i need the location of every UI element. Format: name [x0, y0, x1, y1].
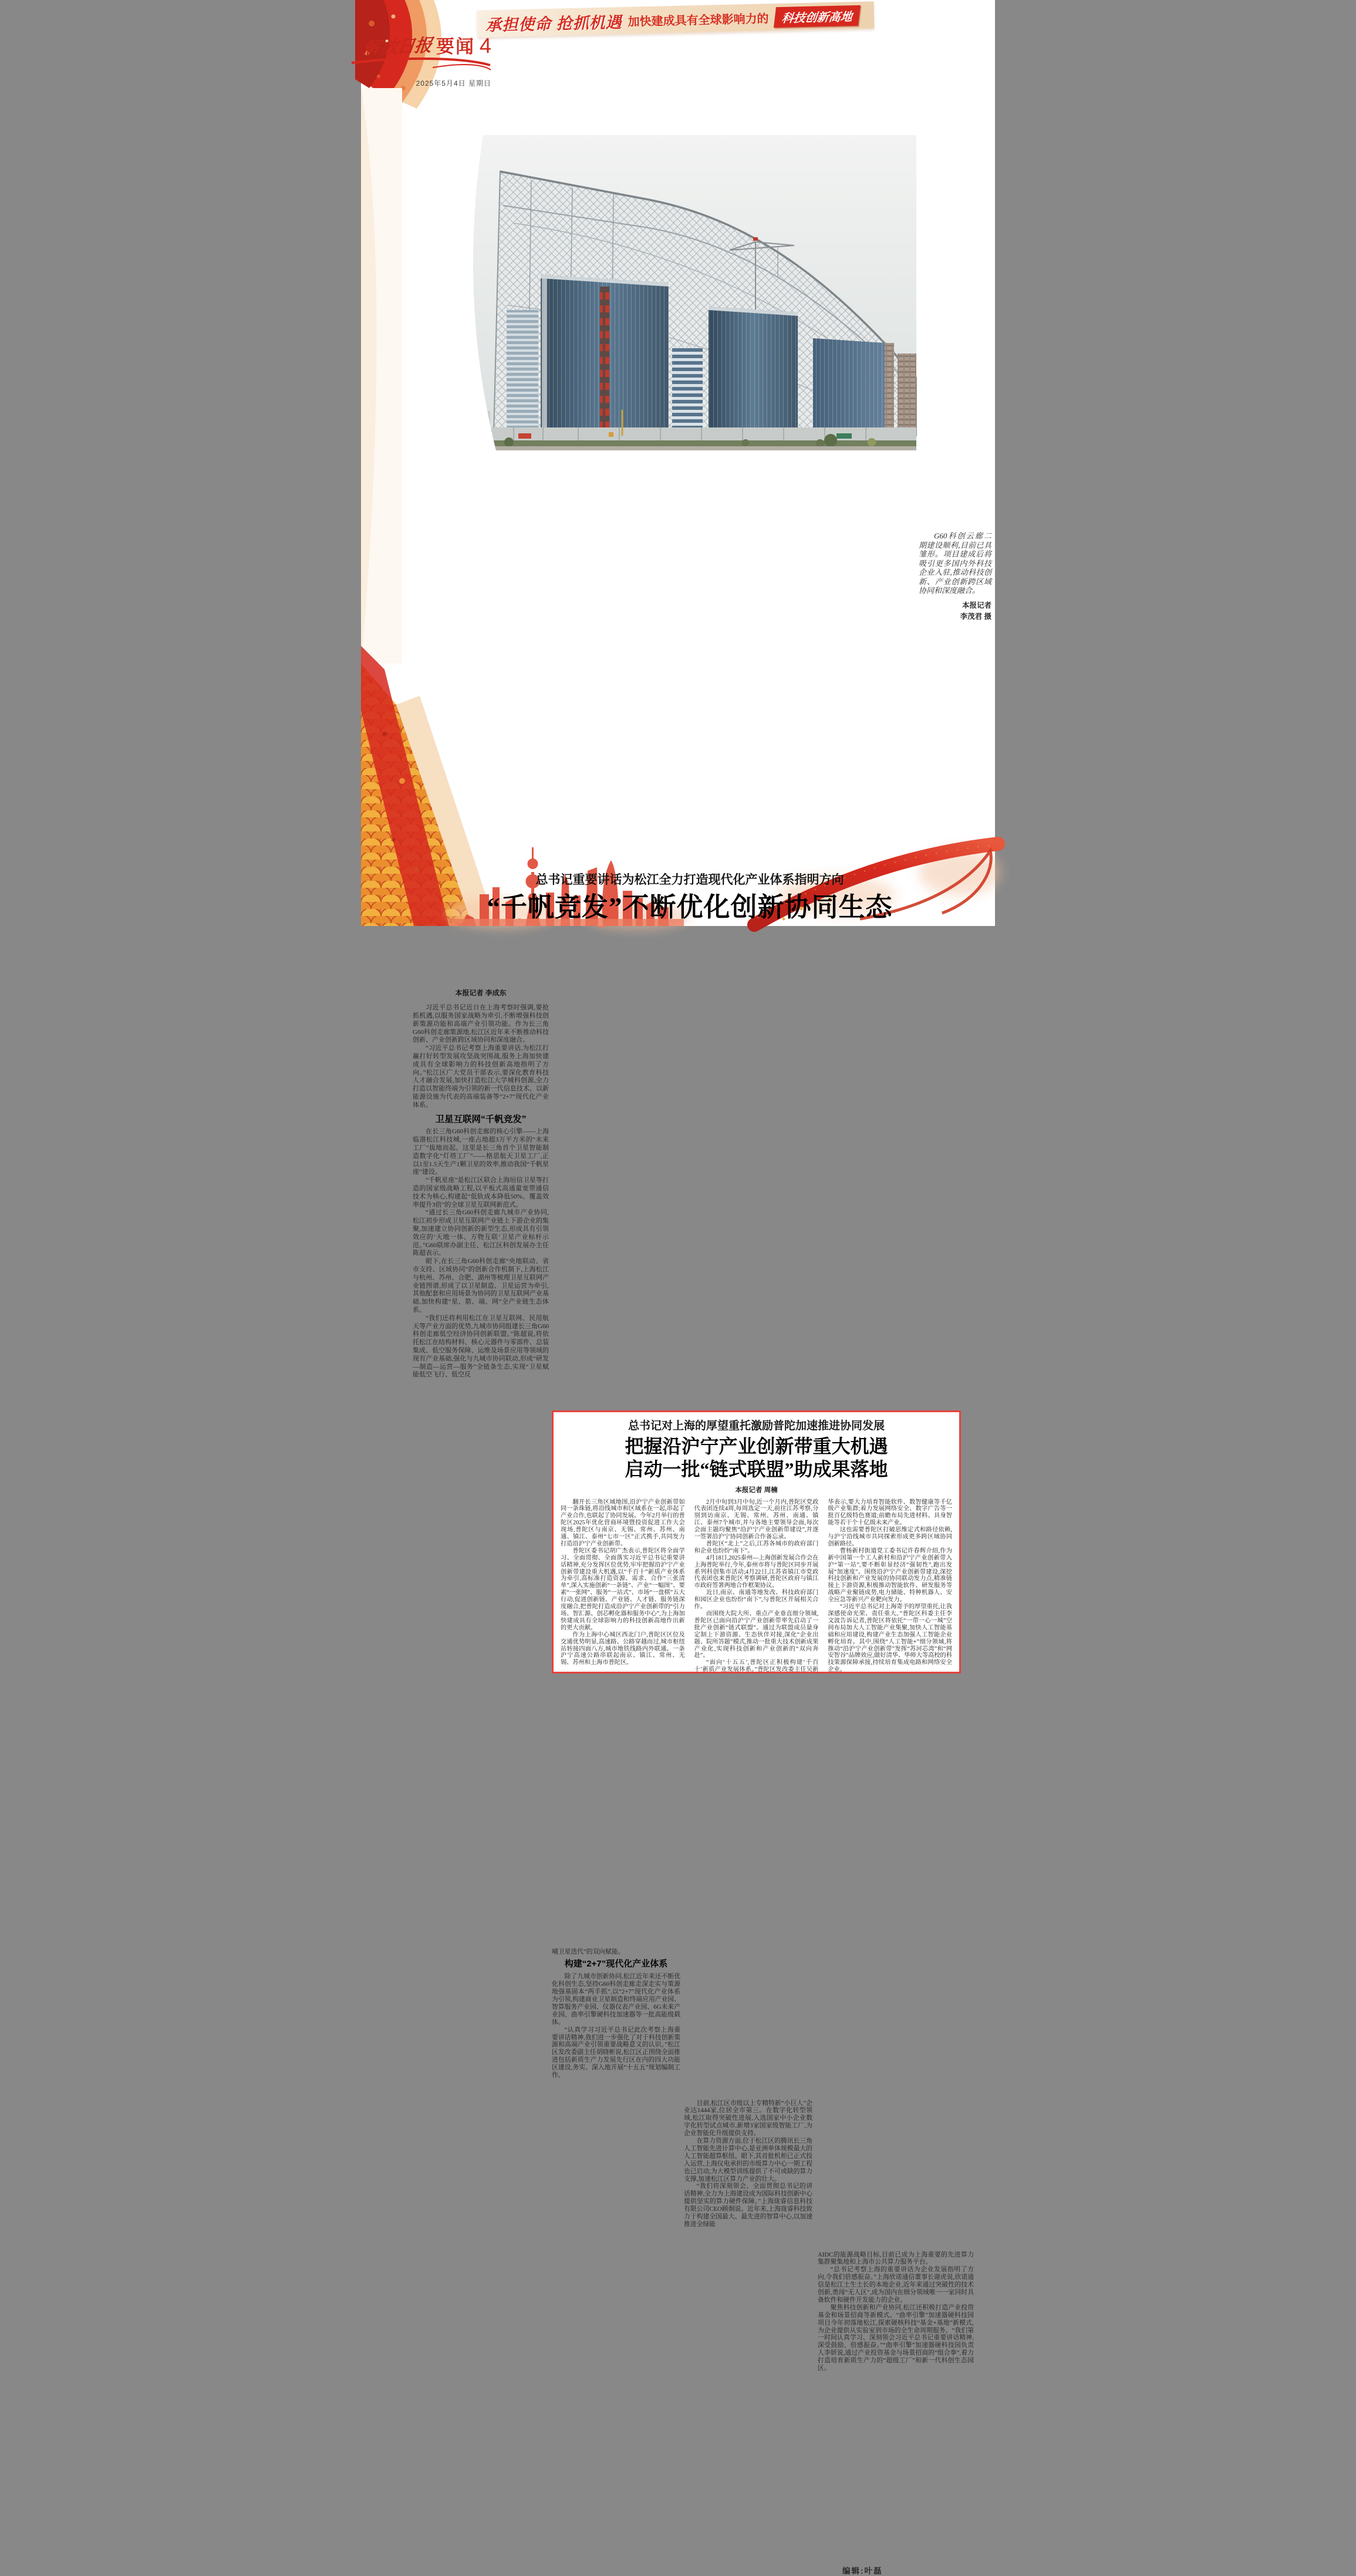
- byline: 本报记者 李成东: [455, 988, 507, 997]
- main-kicker: 总书记重要讲话为松江全力打造现代化产业体系指明方向: [535, 873, 844, 887]
- paragraph: 作为上海中心城区西北门户,普陀区区位及交通优势明显,高速路、公路穿越而过,城市枢纽站转接四面八方,城市地铁线路内外联通。一条沪宁高速公路串联起南京、镇江、常州、无锡、苏州和上海市普陀区。: [561, 1631, 685, 1666]
- paragraph: 眼下,在长三角G60科创走廊“央地联动、省市支持、区域协同”的创新合作机制下,上海松江与杭州、苏州、合肥、湖州等梳理卫星互联网产业链图谱,形成了以卫星制造、卫星运营为牵引,其他配套和应用场景为协同的卫星互联网产业基础,加快构建“星、箭、端、网”全产业链生态体系。: [413, 1258, 549, 1314]
- subhead-2plus7: 构建“2+7”现代化产业体系: [564, 1959, 668, 1969]
- paragraph: 2月中旬到3月中旬,近一个月内,普陀区党政代表团连续4周,每周选定一天,前往江苏考察,分别到访南京、无锡、常州、苏州、南通、镇江、泰州7个城市,并与各地主要领导会面,每次会面主题均聚焦“沿沪宁产业创新带建设”,并逐一签署沿沪宁协同创新合作备忘录。: [694, 1499, 819, 1541]
- paragraph: “习近平总书记考察上海重要讲话,为松江打赢打好转型发展攻坚战突围战,服务上海加快建成具有全球影响力的科技创新高地指明了方向。”松江区广大党员干部表示,要深化教育科技人才融合发展,加快打造松江大学城科创源,全力打造以智能终端为引领的新一代信息技术、以新能源设施为代表的高端装备等“2+7”现代化产业体系。: [413, 1045, 549, 1109]
- paragraph: “总书记考察上海的重要讲话为企业发展指明了方向,令我们倍感振奋。”上海欣诺通信董事长谢虎说,欣诺通信是松江土生土长的本地企业,近年来通过突破性的技术创新,勇闯“无人区”,成为国内在细分领域唯一一家同时具备软件和硬件开发能力的企业。: [818, 2266, 974, 2304]
- photo-credit: [919, 600, 991, 622]
- paragraph-group: [413, 1004, 549, 1109]
- paragraph: “认真学习习近平总书记此次考察上海重要讲话精神,我们进一步强化了对于科技创新策源和高端产业引领重要战略意义的认识。”松江区发改委副主任胡晓彬说,松江区正围绕全面推进包括新质生产力发展先行区在内的四大功能区建设,务实、深入地开展“十五五”规划编制工作。: [552, 2026, 680, 2079]
- paragraph: 除了九城市创新协同,松江近年来还不断优化科创生态,坚持G60科创走廊走深走实与策源地强基固本“两手抓”,以“2+7”现代化产业体系为引领,构建商业卫星制造和终端应用产业园、智算服务产业园、仪器仪表产业园、6G未来产业园、曲率引擎硬科技加速器等一批高能级载体。: [552, 1973, 680, 2026]
- paragraph-group: [818, 2266, 974, 2372]
- main-headline: “千帆竞发”不断优化创新协同生态: [487, 892, 893, 922]
- banner-slogan-text: 加快建成具有全球影响力的: [628, 12, 769, 29]
- paragraph: 曹杨新村街道党工委书记许春辉介绍,作为新中国第一个工人新村和沿沪宁产业创新带入沪“第一站”,要不断彰显经济“强韧性”,跑出发展“加速度”。围绕沿沪宁产业创新带建设,深挖科技创新和产业发展的协同联动发力点,精准链接上下游资源,积极推动智能软件、研发服务等战略产业聚链成势,电力储能、特种机器人、安全应急等新兴产业靶向发力。: [828, 1547, 952, 1604]
- paragraph: AIDC的能源战略目标,目前已成为上海重要的先进算力集群聚集地和上海市公共算力服务平台。: [818, 2251, 974, 2266]
- tower-4: [898, 353, 916, 436]
- paragraph: 翻开长三角区域地图,沿沪宁产业创新带如同一条珠链,将沿线城市和区域系在一起,串起了产业合作,也联起了协同发展。今年2月举行的普陀区2025年优化营商环境暨投资促进工作大会现场,普陀区与南京、无锡、常州、苏州、南通、镇江、泰州“七市一区”正式携手,共同发力打造沿沪宁产业创新带。: [561, 1499, 685, 1547]
- newspaper-page: [361, 0, 995, 2575]
- banner-slogan-highlight: 科技创新高地: [773, 5, 860, 27]
- newspaper-logo: 解放日报: [362, 35, 433, 59]
- paragraph-group: [684, 2100, 812, 2228]
- boxed-article: [552, 1410, 961, 1673]
- subhead-satellite: 卫星互联网“千帆竞发”: [435, 1114, 527, 1124]
- paragraph: “我们将深刻领会、全面贯彻总书记的讲话精神,全力为上海建设成为国际科技创新中心提供坚实的算力硬件保障。”上海珑睿信息科技有限公司CEO顾炯说。近年来,上海珑睿科技致力于构建全国最大、最先进的智算中心,以加速推进全绿能: [684, 2183, 812, 2228]
- top-banner: [477, 1, 875, 37]
- paragraph: 在长三角G60科创走廊的核心引擎——上海临港松江科技城,一座占地超3万平方米的“未来工厂”拔地而起。这里是长三角首个卫星智能制造数字化“灯塔工厂”——格思航天卫星工厂,正以1至1.5天生产1颗卫星的效率,推动我国“千帆星座”建设。: [413, 1128, 549, 1176]
- box-headline: [554, 1435, 959, 1481]
- box-headline-line1: 把握沿沪宁产业创新带重大机遇: [625, 1435, 888, 1457]
- main-article-column-c: [818, 2251, 974, 2403]
- photo-caption-text: G60科创云廊二期建设顺利,目前已具雏形。项目建成后将吸引更多国内外科技企业入驻,推动科技创新、产业创新跨区域协同和深度融合。: [919, 531, 991, 595]
- photo-credit-prefix: 本报记者: [962, 601, 991, 610]
- paragraph: 这也需要普陀区打破思维定式和路径依赖,与沪宁沿线城市共同探索形成更多跨区域协同创新路径。: [828, 1527, 952, 1547]
- paragraph: 4月18日,2025泰州—上海创新发展合作会在上海普陀举行,今年,泰州市将与普陀区同步开展系列科创集市活动;4月22日,江苏省镇江市党政代表团也来普陀区考察调研,普陀区政府与镇江市政府签署两地合作框架协议。: [694, 1554, 819, 1590]
- tower-1: [541, 275, 669, 436]
- masthead: [350, 32, 491, 88]
- paragraph: 而围绕大院大所、重点产业垂直细分领域,普陀区已面向沿沪宁产业创新带率先启动了一批产业创新“链式联盟”。通过为联盟成员量身定制上下游资源、生态伙伴对接,深化“企业出题、院所答题”模式,推动一批重大技术创新成果产业化,实现科技创新和产业创新的“双向奔赴”。: [694, 1611, 819, 1659]
- photo-credit-name: 李茂君 摄: [960, 612, 991, 621]
- paragraph: 习近平总书记近日在上海考察时强调,要抢抓机遇,以服务国家战略为牵引,不断增强科技创新策源功能和高端产业引领功能。作为长三角G60科创走廊策源地,松江区近年来不断推动科技创新、产业创新跨区域协同和深度融合。: [413, 1004, 549, 1044]
- box-byline: 本报记者 周楠: [735, 1486, 778, 1494]
- paragraph: “面向‘十五五’,普陀区正积极构建‘千百十’新质产业发展体系。”普陀区发改委主任吴新华表示,要大力培育智能软件、数智健康等千亿级产业集群;着力发展网络安全、数字广告等一批百亿级特色赛道;前瞻布局先进材料、具身智能等若干个十亿级未来产业。: [694, 1499, 952, 1673]
- tower-2: [709, 307, 798, 436]
- section-title: 要闻: [436, 36, 475, 57]
- banner-slogan-emphasis: 承担使命 抢抓机遇: [485, 13, 622, 34]
- paragraph: 在算力资源方面,位于松江区的腾讯长三角人工智能先进计算中心,是亚洲单体规模最大的人工智能超算枢纽。眼下,其首批机柜已正式投入运营,上海仪电承担的市级算力中心一期工程也已启动,为大模型训练提供了不可或缺的算力支撑,加速松江区算力产业的壮大。: [684, 2137, 812, 2183]
- masthead-swoosh-decoration: [350, 58, 491, 72]
- tower-3: [813, 338, 894, 436]
- paragraph-group: [413, 1128, 549, 1379]
- paragraph: 聚焦科技创新和产业协同,松江还积极打造产业投资基金和场景招商等新模式。“曲率引擎”加速器硬科技园项目今年初落地松江,探索硬核科技“基金+基地”新模式,为企业提供从实验室到市场的全生命周期服务。“我们第一时间认真学习、深刻领会习近平总书记重要讲话精神,深受鼓励、倍感振奋。”“曲率引擎”加速器硬科技园负责人李妍说,通过产业投资基金与场景招商的“组合拳”,着力打造培育新质生产力的“超级工厂”和新一代科创生态园区。: [818, 2304, 974, 2372]
- page-number: 4: [479, 33, 491, 58]
- headline-block: [413, 870, 967, 922]
- paragraph: 普陀区“北上”之后,江苏各城市的政府部门和企业也纷纷“南下”。: [694, 1540, 819, 1554]
- main-article-column-b: [684, 2100, 812, 2251]
- main-article-column-a: [552, 1948, 680, 2100]
- photo-caption: [919, 531, 991, 622]
- paragraph: “千帆星座”是松江区联合上海垣信卫星等打造的国家级战略工程,以平板式高通量宽带通信技术为核心,构建起“低轨成本降低50%、覆盖效率提升3倍”的全球卫星互联网新范式。: [413, 1177, 549, 1208]
- box-headline-line2: 启动一批“链式联盟”助成果落地: [625, 1458, 888, 1480]
- paragraph: 哺卫星迭代”的双向赋能。: [552, 1948, 625, 1955]
- paragraph: “通过长三角G60科创走廊九城市产业协同,松江初步形成卫星互联网产业链上下游企业的集聚,加速建立协同创新的新型生态,形成具有引领效应的‘天地一体、万物互联’卫星产业标杆示范。”G60联席办副主任、松江区科创发展办主任陈超表示。: [413, 1209, 549, 1257]
- paragraph: “我们还将利用松江在卫星互联网、民用航天等产业方面的优势,九城市协同组建长三角G60科创走廊低空经济协同创新联盟。”陈超说,将依托松江在结构材料、核心元器件与零部件、总装集成、低空服务保障、运维及场景应用等领域的现有产业基础,强化与九城市协同联动,形成“研发—制造—运营—服务”全链条生态,实现“卫星赋能低空飞行、低空反: [413, 1314, 549, 1379]
- paragraph: “习近平总书记对上海寄予的厚望重托,让我深感使命光荣、责任重大。”普陀区科委主任李文波告诉记者,普陀区将依托“一带一心一城”空间布局加大人工智能产业集聚,加快人工智能基础和应用建设,构建产业生态加强人工智能企业孵化培育。其中,围绕“人工智能+”细分领域,将推动“沿沪宁产业创新带”发挥“苏河芯湾”和“网安智谷”品牌效应,做好清华、华师大等高校的科技策源保障承接,持续培育集成电路和网络安全企业。: [828, 1604, 952, 1673]
- box-body-text: [554, 1499, 959, 1675]
- issue-date: 2025年5月4日 星期日: [416, 79, 491, 87]
- editor-note: 编辑:叶磊: [842, 2566, 883, 2575]
- main-article-left-column: [413, 989, 549, 1403]
- paragraph: 普陀区委书记胡广杰表示,普陀区将全面学习、全面贯彻、全面落实习近平总书记重要讲话精神,充分发挥区位优势,牢牢把握沿沪宁产业创新带建设重大机遇,以“千百十”新质产业体系为牵引,高标准打造资源、需求、合作“三张清单”,深入实施创新“一条链”、产业“一幅图”、要素“一张网”、服务“一站式”、市场“一盘棋”五大行动,促进创新链、产业链、人才链、服务链深度融合,把普陀打造成沿沪宁产业创新带的“引力场、智汇源、创芯孵化器和服务中心”,为上海加快建成具有全球影响力的科技创新高地作出新的更大贡献。: [561, 1547, 685, 1631]
- paragraph: 目前,松江区市级以上专精特新“小巨人”企业达1444家,位居全市第三。在数字化转型领域,松江取得突破性进展,入选国家中小企业数字化转型试点城市,新增3家国家级智能工厂,为企业智能化升级提供支持。: [684, 2099, 812, 2137]
- paragraph: 近日,南京、南通等地发改、科技政府部门和园区企业也纷纷“南下”,与普陀区开展相关合作。: [694, 1590, 819, 1611]
- lead-photo: [426, 135, 916, 450]
- paragraph-group: [552, 1973, 680, 2079]
- box-kicker: 总书记对上海的厚望重托激励普陀加速推进协同发展: [628, 1419, 885, 1432]
